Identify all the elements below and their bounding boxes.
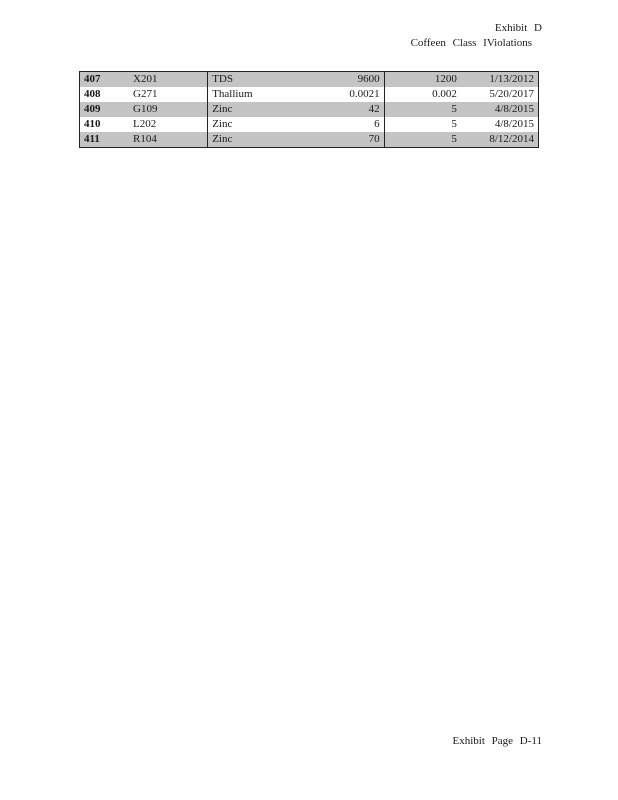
measured-value: 6 — [304, 117, 384, 132]
well-id: X201 — [129, 72, 208, 88]
parameter: Thallium — [208, 87, 305, 102]
standard-value: 5 — [384, 132, 461, 148]
row-id: 408 — [80, 87, 130, 102]
parameter: Zinc — [208, 132, 305, 148]
well-id: R104 — [129, 132, 208, 148]
measured-value: 42 — [304, 102, 384, 117]
well-id: G109 — [129, 102, 208, 117]
standard-value: 5 — [384, 117, 461, 132]
row-id: 411 — [80, 132, 130, 148]
standard-value: 5 — [384, 102, 461, 117]
sample-date: 5/20/2017 — [461, 87, 539, 102]
measured-value: 9600 — [304, 72, 384, 88]
table-row — [80, 72, 539, 88]
table-row — [80, 102, 539, 117]
standard-value: 0.002 — [384, 87, 461, 102]
table-row — [80, 117, 539, 132]
table-row — [80, 87, 539, 102]
sample-date: 1/13/2012 — [461, 72, 539, 88]
exhibit-header: Exhibit D — [494, 22, 542, 34]
standard-value: 1200 — [384, 72, 461, 88]
page-number: Exhibit Page D-11 — [452, 735, 542, 747]
parameter: Zinc — [208, 102, 305, 117]
well-id: G271 — [129, 87, 208, 102]
row-id: 407 — [80, 72, 130, 88]
exhibit-subtitle: Coffeen Class IViolations — [410, 37, 532, 49]
table-row — [80, 132, 539, 148]
well-id: L202 — [129, 117, 208, 132]
measured-value: 70 — [304, 132, 384, 148]
row-id: 409 — [80, 102, 130, 117]
sample-date: 4/8/2015 — [461, 102, 539, 117]
row-id: 410 — [80, 117, 130, 132]
sample-date: 8/12/2014 — [461, 132, 539, 148]
violations-table — [79, 71, 539, 148]
parameter: TDS — [208, 72, 305, 88]
parameter: Zinc — [208, 117, 305, 132]
sample-date: 4/8/2015 — [461, 117, 539, 132]
measured-value: 0.0021 — [304, 87, 384, 102]
